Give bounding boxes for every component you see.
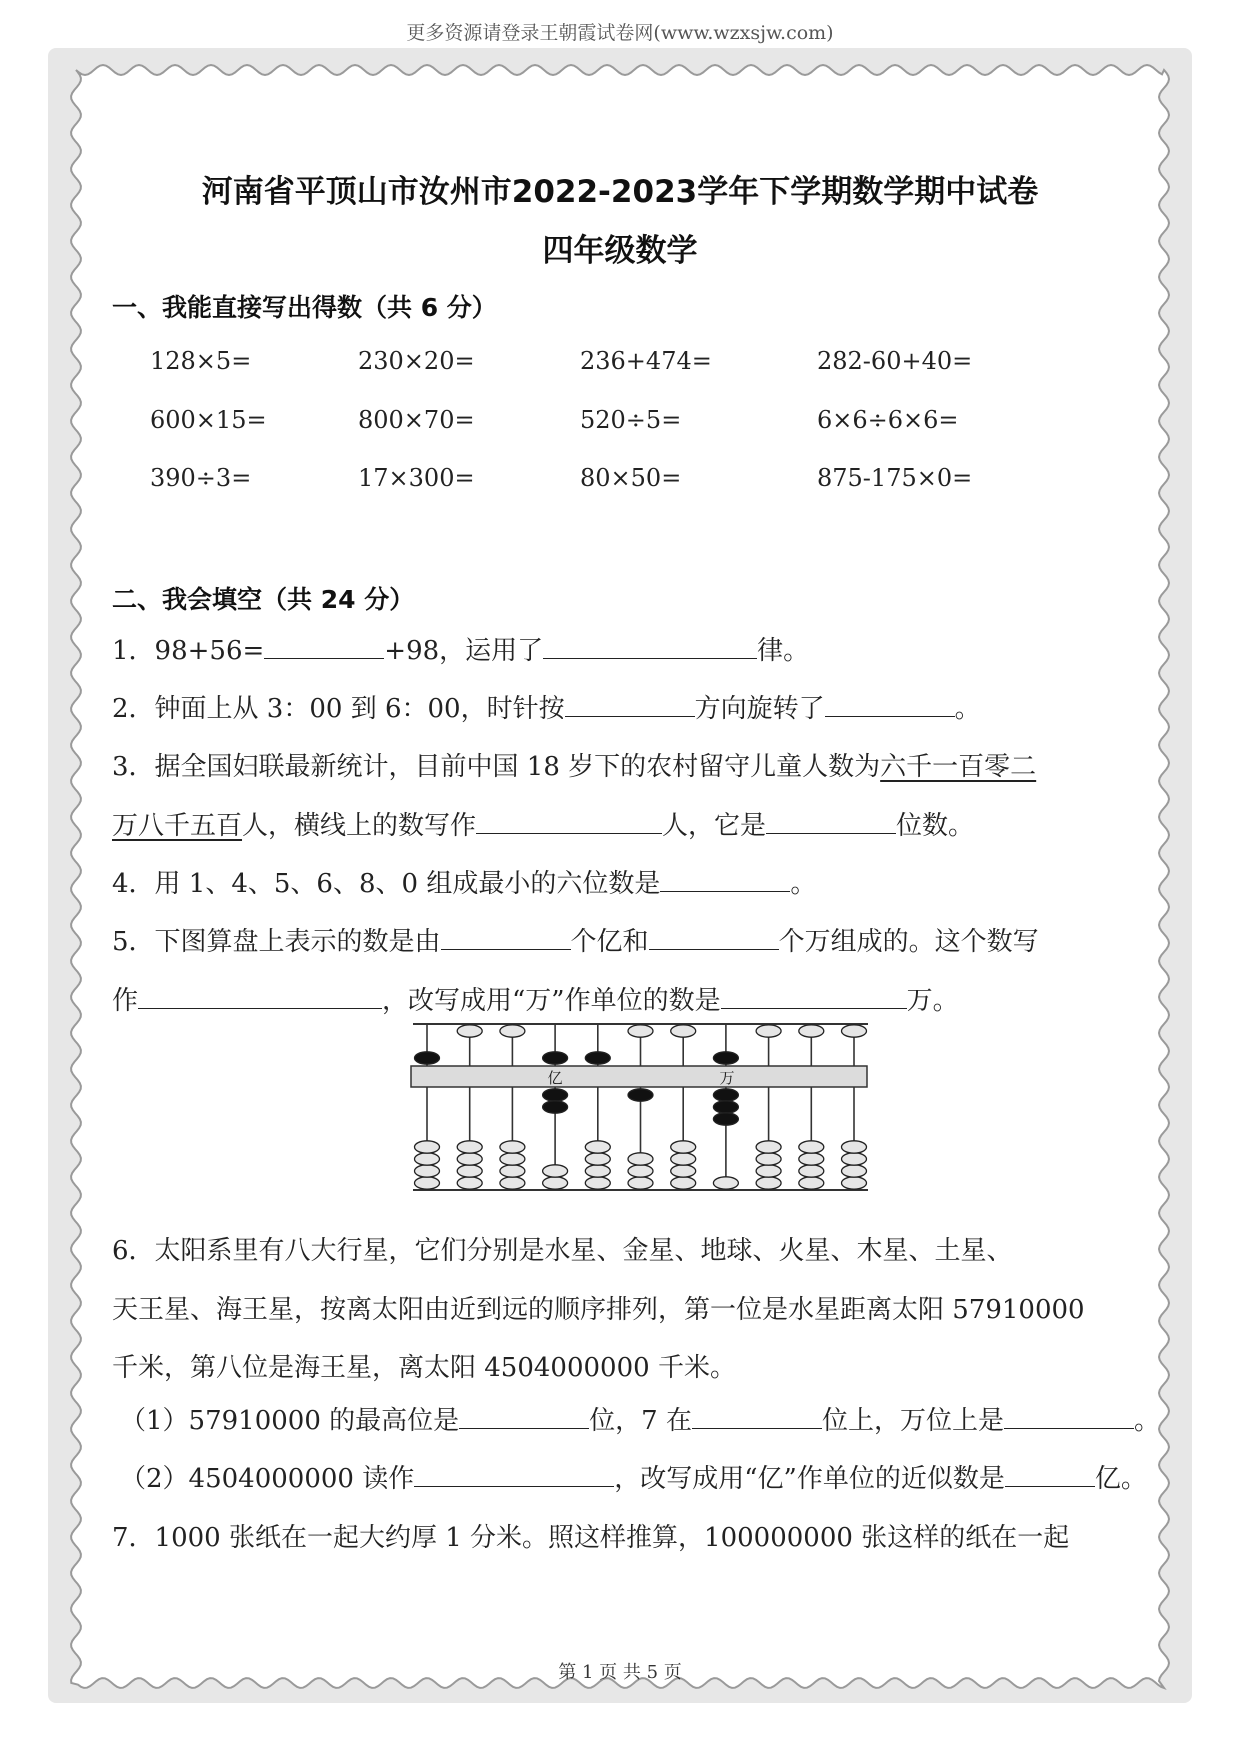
abacus-lower-bead bbox=[713, 1177, 738, 1189]
answer-blank[interactable] bbox=[441, 925, 571, 950]
abacus-lower-bead bbox=[628, 1177, 653, 1189]
abacus-upper-bead bbox=[713, 1052, 738, 1064]
abacus-lower-bead bbox=[457, 1177, 482, 1189]
abacus-lower-bead bbox=[585, 1177, 610, 1189]
q3-text: 人，它是 bbox=[662, 811, 767, 841]
q6-text: （2）4504000000 读作 bbox=[120, 1464, 415, 1494]
abacus-lower-bead bbox=[756, 1177, 781, 1189]
calc-item: 17×300= bbox=[358, 464, 475, 492]
calc-item: 6×6÷6×6= bbox=[817, 406, 959, 434]
abacus-lower-bead bbox=[415, 1153, 440, 1165]
header-site-note: 更多资源请登录王朝霞试卷网(www.wzxsjw.com) bbox=[406, 22, 834, 44]
q1-text: +98，运用了 bbox=[384, 636, 544, 666]
abacus-lower-bead bbox=[799, 1177, 824, 1189]
abacus-lower-bead bbox=[543, 1101, 568, 1113]
question-5-line2 bbox=[112, 980, 959, 1017]
abacus-lower-bead bbox=[799, 1153, 824, 1165]
q2-text: 2．钟面上从 3：00 到 6：00，时针按 bbox=[112, 694, 565, 724]
abacus-upper-bead bbox=[842, 1025, 867, 1037]
abacus-lower-bead bbox=[671, 1141, 696, 1153]
q6-text: 位上，万位上是 bbox=[821, 1406, 1004, 1436]
q5-text: 个亿和 bbox=[570, 927, 649, 957]
calc-item: 236+474= bbox=[580, 347, 712, 375]
question-3-line1 bbox=[112, 746, 1036, 783]
abacus-upper-bead bbox=[628, 1025, 653, 1037]
answer-blank[interactable] bbox=[649, 925, 779, 950]
q5-text: ，改写成用“万”作单位的数是 bbox=[382, 986, 721, 1016]
calc-item: 600×15= bbox=[150, 406, 267, 434]
abacus-label-yi: 亿 bbox=[547, 1069, 563, 1087]
section2-heading: 二、我会填空（共 24 分） bbox=[112, 585, 415, 614]
q6-text: 位，7 在 bbox=[589, 1406, 692, 1436]
abacus-beam bbox=[411, 1066, 867, 1087]
abacus-lower-bead bbox=[756, 1165, 781, 1177]
abacus-lower-bead bbox=[713, 1113, 738, 1125]
abacus-lower-bead bbox=[585, 1165, 610, 1177]
exam-title: 河南省平顶山市汝州市2022-2023学年下学期数学期中试卷 bbox=[201, 174, 1039, 210]
section1-heading: 一、我能直接写出得数（共 6 分） bbox=[112, 293, 497, 322]
answer-blank[interactable] bbox=[543, 634, 757, 659]
page-number: 第 1 页 共 5 页 bbox=[558, 1662, 682, 1683]
abacus-lower-bead bbox=[842, 1165, 867, 1177]
q5-text: 5．下图算盘上表示的数是由 bbox=[112, 927, 441, 957]
abacus-upper-bead bbox=[671, 1025, 696, 1037]
abacus-lower-bead bbox=[500, 1177, 525, 1189]
q2-text: 方向旋转了 bbox=[694, 694, 825, 724]
abacus-lower-bead bbox=[799, 1165, 824, 1177]
q3-text: 人，横线上的数写作 bbox=[242, 811, 477, 841]
abacus-lower-bead bbox=[585, 1141, 610, 1153]
calc-item: 390÷3= bbox=[150, 464, 252, 492]
answer-blank[interactable] bbox=[264, 634, 384, 659]
abacus-lower-bead bbox=[585, 1153, 610, 1165]
calc-item: 520÷5= bbox=[580, 406, 682, 434]
answer-blank[interactable] bbox=[476, 809, 662, 834]
abacus-lower-bead bbox=[457, 1165, 482, 1177]
q5-text: 个万组成的。这个数写 bbox=[778, 927, 1039, 957]
abacus-lower-bead bbox=[671, 1153, 696, 1165]
question-6-line1: 6．太阳系里有八大行星，它们分别是水星、金星、地球、火星、木星、土星、 bbox=[112, 1236, 1013, 1266]
answer-blank[interactable] bbox=[138, 984, 382, 1009]
abacus-lower-bead bbox=[671, 1177, 696, 1189]
abacus-lower-bead bbox=[713, 1101, 738, 1113]
calc-item: 800×70= bbox=[358, 406, 475, 434]
q6-text: （1）57910000 的最高位是 bbox=[120, 1406, 460, 1436]
abacus-upper-bead bbox=[457, 1025, 482, 1037]
abacus-lower-bead bbox=[543, 1089, 568, 1101]
abacus-lower-bead bbox=[756, 1141, 781, 1153]
q6-text: 亿。 bbox=[1094, 1464, 1147, 1494]
abacus-lower-bead bbox=[500, 1165, 525, 1177]
calc-item: 875-175×0= bbox=[817, 464, 973, 492]
abacus-upper-bead bbox=[585, 1052, 610, 1064]
abacus-lower-bead bbox=[842, 1153, 867, 1165]
abacus-lower-bead bbox=[842, 1177, 867, 1189]
answer-blank[interactable] bbox=[1004, 1404, 1134, 1429]
abacus-label-wan: 万 bbox=[719, 1069, 735, 1087]
abacus-lower-bead bbox=[628, 1089, 653, 1101]
abacus-lower-bead bbox=[671, 1165, 696, 1177]
abacus-upper-bead bbox=[543, 1052, 568, 1064]
answer-blank[interactable] bbox=[459, 1404, 589, 1429]
abacus-lower-bead bbox=[457, 1141, 482, 1153]
answer-blank[interactable] bbox=[414, 1462, 614, 1487]
abacus-lower-bead bbox=[415, 1177, 440, 1189]
answer-blank[interactable] bbox=[660, 867, 790, 892]
calc-item: 128×5= bbox=[150, 347, 252, 375]
exam-subtitle: 四年级数学 bbox=[542, 233, 698, 269]
q1-text: 律。 bbox=[757, 636, 810, 666]
question-5-line1 bbox=[112, 921, 1039, 958]
abacus-lower-bead bbox=[415, 1141, 440, 1153]
answer-blank[interactable] bbox=[565, 692, 695, 717]
question-6-sub2 bbox=[120, 1458, 1147, 1495]
q5-text: 作 bbox=[112, 986, 139, 1016]
calc-item: 80×50= bbox=[580, 464, 682, 492]
q3-underlined-number: 万八千五百 bbox=[112, 811, 243, 841]
abacus-lower-bead bbox=[756, 1153, 781, 1165]
q4-text: 。 bbox=[790, 869, 817, 899]
abacus-figure bbox=[400, 1018, 880, 1196]
question-3-line2 bbox=[112, 805, 974, 842]
question-2 bbox=[112, 688, 981, 725]
q4-text: 4．用 1、4、5、6、8、0 组成最小的六位数是 bbox=[112, 869, 661, 899]
question-4 bbox=[112, 863, 816, 900]
abacus-lower-bead bbox=[713, 1089, 738, 1101]
abacus-lower-bead bbox=[543, 1165, 568, 1177]
question-1 bbox=[112, 630, 809, 667]
abacus-lower-bead bbox=[799, 1141, 824, 1153]
abacus-lower-bead bbox=[457, 1153, 482, 1165]
q5-text: 万。 bbox=[906, 986, 959, 1016]
answer-blank[interactable] bbox=[692, 1404, 822, 1429]
abacus-upper-bead bbox=[756, 1025, 781, 1037]
question-6-line2: 天王星、海王星，按离太阳由近到远的顺序排列，第一位是水星距离太阳 57910000 bbox=[112, 1295, 1085, 1325]
q2-text: 。 bbox=[954, 694, 981, 724]
q3-text: 3．据全国妇联最新统计，目前中国 18 岁下的农村留守儿童人数为 bbox=[112, 752, 881, 782]
q6-text: 。 bbox=[1133, 1406, 1160, 1436]
abacus-upper-bead bbox=[500, 1025, 525, 1037]
calc-item: 230×20= bbox=[358, 347, 475, 375]
q6-text: ，改写成用“亿”作单位的近似数是 bbox=[614, 1464, 1005, 1494]
question-6-line3: 千米，第八位是海王星，离太阳 4504000000 千米。 bbox=[112, 1353, 736, 1383]
answer-blank[interactable] bbox=[1005, 1462, 1095, 1487]
abacus-upper-bead bbox=[799, 1025, 824, 1037]
abacus-lower-bead bbox=[415, 1165, 440, 1177]
q1-text: 1．98+56= bbox=[112, 636, 265, 666]
abacus-upper-bead bbox=[415, 1052, 440, 1064]
q3-underlined-number: 六千一百零二 bbox=[880, 752, 1037, 782]
abacus-lower-bead bbox=[543, 1177, 568, 1189]
abacus-lower-bead bbox=[500, 1153, 525, 1165]
abacus-lower-bead bbox=[628, 1165, 653, 1177]
abacus-lower-bead bbox=[842, 1141, 867, 1153]
calc-item: 282-60+40= bbox=[817, 347, 973, 375]
question-6-sub1 bbox=[120, 1400, 1160, 1437]
answer-blank[interactable] bbox=[825, 692, 955, 717]
answer-blank[interactable] bbox=[766, 809, 896, 834]
answer-blank[interactable] bbox=[721, 984, 907, 1009]
abacus-lower-bead bbox=[628, 1153, 653, 1165]
abacus-lower-bead bbox=[500, 1141, 525, 1153]
q3-text: 位数。 bbox=[896, 811, 975, 841]
question-7: 7．1000 张纸在一起大约厚 1 分米。照这样推算，100000000 张这样的纸在一起 bbox=[112, 1523, 1070, 1553]
